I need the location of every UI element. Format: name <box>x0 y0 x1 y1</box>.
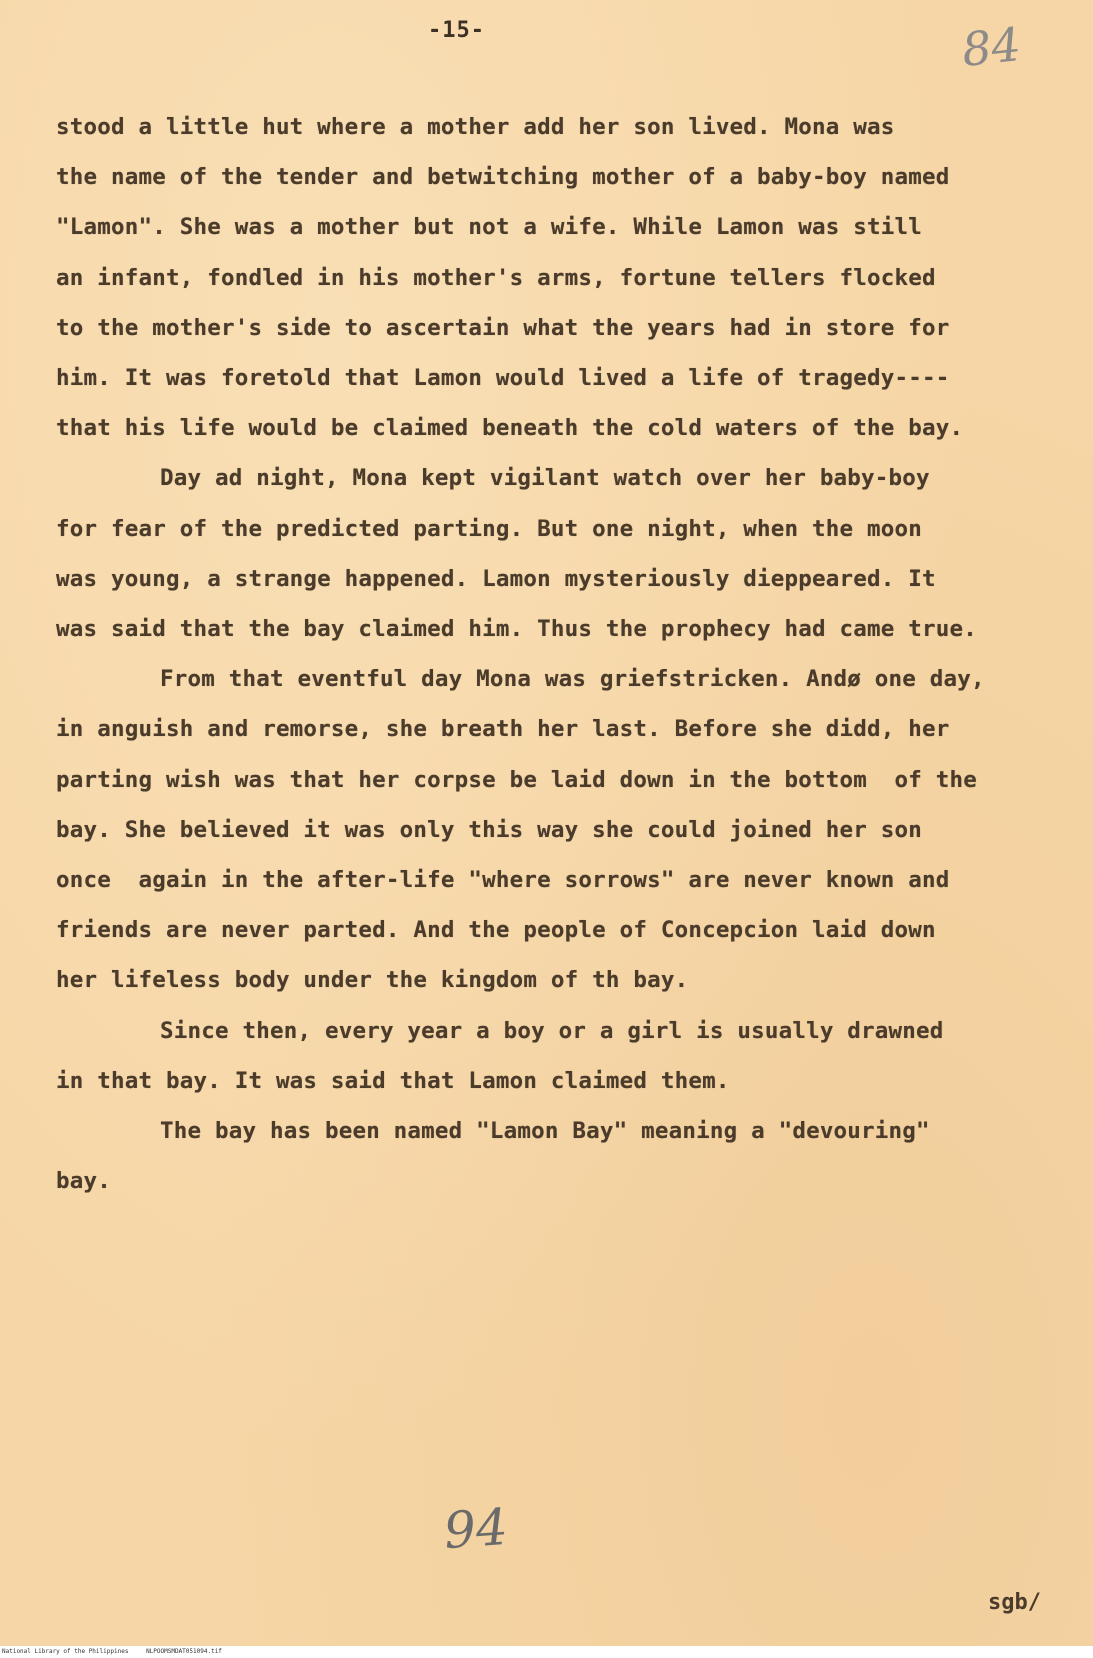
text-line: was young, a strange happened. Lamon mysteriously dieppeared. It <box>56 565 936 592</box>
handwritten-folio-bottom: 94 <box>442 1497 510 1561</box>
text-line: the name of the tender and betwitching mother of a baby-boy named <box>56 164 950 191</box>
scan-footer <box>0 1646 1093 1658</box>
text-line: for fear of the predicted parting. But one night, when the moon <box>56 515 923 542</box>
typist-initials: sgb/ <box>988 1590 1041 1615</box>
paragraph-start-line: From that eventful day Mona was griefstricken. Andø one day, <box>160 666 985 693</box>
text-line: stood a little hut where a mother add her son lived. Mona was <box>56 114 895 140</box>
text-line: once again in the after-life "where sorrows" are never known and <box>56 867 950 894</box>
paragraph-start-line: The bay has been named "Lamon Bay" meaning a "devouring" <box>160 1118 930 1145</box>
text-line: her lifeless body under the kingdom of th bay. <box>56 967 689 994</box>
text-line: was said that the bay claimed him. Thus the prophecy had came true. <box>56 616 977 643</box>
handwritten-folio-top: 84 <box>959 17 1024 77</box>
text-line: in anguish and remorse, she breath her last. Before she didd, her <box>56 716 950 743</box>
text-line: bay. <box>56 1168 111 1195</box>
page-number: -15- <box>428 18 485 43</box>
text-line: "Lamon". She was a mother but not a wife. While Lamon was still <box>56 214 923 241</box>
text-line: an infant, fondled in his mother's arms, fortune tellers flocked <box>56 264 936 291</box>
typed-body-text <box>56 102 1066 1206</box>
text-line: friends are never parted. And the people of Concepcion laid down <box>56 917 936 944</box>
text-line: parting wish was that her corpse be laid down in the bottom of the <box>56 766 977 793</box>
text-line: him. It was foretold that Lamon would lived a life of tragedy---- <box>56 365 950 392</box>
text-line: in that bay. It was said that Lamon claimed them. <box>56 1067 730 1094</box>
text-line: bay. She believed it was only this way she could joined her son <box>56 816 923 843</box>
paragraph-start-line: Since then, every year a boy or a girl is usually drawned <box>160 1017 944 1044</box>
paragraph-start-line: Day ad night, Mona kept vigilant watch over her baby-boy <box>160 465 930 492</box>
text-line: to the mother's side to ascertain what the years had in store for <box>56 314 950 341</box>
file-identifier: NLPOOMSMDAT051094.tif <box>146 1648 222 1655</box>
library-credit: National Library of the Philippines <box>2 1648 129 1655</box>
text-line: that his life would be claimed beneath the cold waters of the bay. <box>56 415 964 442</box>
